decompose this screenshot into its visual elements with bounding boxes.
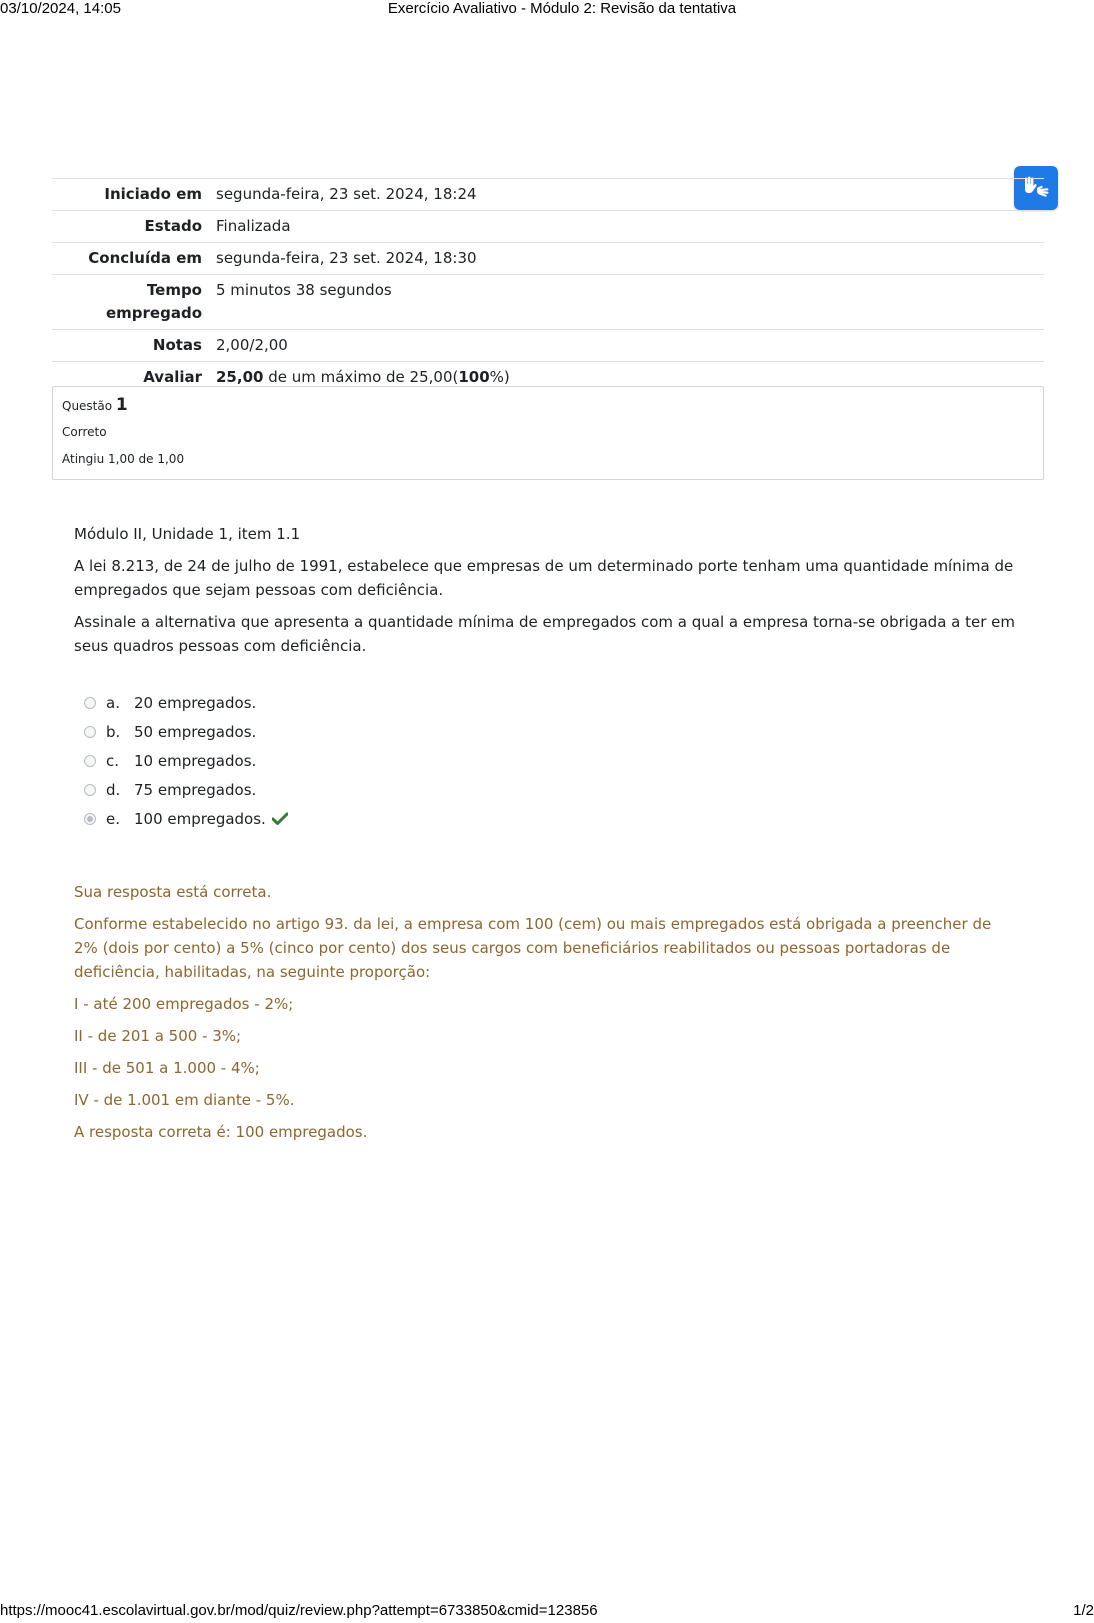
summary-label: Concluída em — [88, 249, 202, 267]
summary-value: 2,00/2,00 — [216, 336, 288, 354]
option-text: 20 empregados. — [134, 693, 257, 712]
feedback-line: II - de 201 a 500 - 3%; — [74, 1027, 242, 1045]
option-text: 75 empregados. — [134, 780, 257, 799]
question-info-box — [52, 386, 1044, 480]
summary-label: Avaliar — [143, 368, 202, 386]
summary-value: segunda-feira, 23 set. 2024, 18:24 — [216, 185, 477, 203]
grade-percent: 100 — [458, 368, 490, 386]
summary-label: Notas — [152, 336, 202, 354]
option-text: 10 empregados. — [134, 751, 257, 770]
option-letter: b. — [106, 722, 121, 741]
question-number-value: 1 — [115, 395, 128, 415]
attempt-summary-table — [52, 178, 1044, 393]
grade-mid: de um máximo de 25,00( — [263, 368, 459, 386]
option-letter: a. — [106, 693, 120, 712]
answer-option-selected[interactable] — [84, 804, 584, 833]
answer-option[interactable] — [84, 746, 584, 775]
grade-end: %) — [489, 368, 510, 386]
question-state: Correto — [62, 425, 107, 439]
summary-row-marks — [52, 330, 1044, 362]
feedback-line: Sua resposta está correta. — [74, 883, 272, 901]
correct-check-icon — [272, 812, 288, 825]
summary-row-state — [52, 211, 1044, 243]
summary-label: Estado — [144, 217, 202, 235]
summary-value: 5 minutos 38 segundos — [216, 281, 392, 299]
question-paragraph: A lei 8.213, de 24 de julho de 1991, estabelece que empresas de um determinado porte tenham uma quantidade mínima de empregados que sejam pessoas com deficiência. — [74, 557, 1014, 599]
option-text: 50 empregados. — [134, 722, 257, 741]
summary-value: segunda-feira, 23 set. 2024, 18:30 — [216, 249, 477, 267]
option-letter: c. — [106, 751, 120, 770]
answer-feedback — [74, 880, 1019, 1152]
feedback-line: A resposta correta é: 100 empregados. — [74, 1123, 368, 1141]
radio-button[interactable] — [84, 755, 96, 767]
print-header — [0, 0, 1094, 20]
summary-value: Finalizada — [216, 217, 291, 235]
print-datetime: 03/10/2024, 14:05 — [0, 0, 121, 17]
summary-label: Iniciado em — [104, 185, 202, 203]
question-mark: Atingiu 1,00 de 1,00 — [62, 452, 185, 466]
radio-button[interactable] — [84, 784, 96, 796]
question-number — [62, 395, 128, 415]
print-page-title: Exercício Avaliativo - Módulo 2: Revisão da tentativa — [387, 0, 737, 17]
grade-score: 25,00 — [216, 368, 264, 386]
option-text: 100 empregados. — [134, 809, 266, 828]
radio-button[interactable] — [84, 697, 96, 709]
summary-label — [52, 275, 210, 330]
feedback-line: Conforme estabelecido no artigo 93. da lei, a empresa com 100 (cem) ou mais empregados está obrigada a preencher de 2% (dois por cento) a 5% (cinco por cento) dos seus cargos com beneficiários reabilitados ou pessoas portadoras de deficiência, habilitadas, na seguinte proporção: — [74, 915, 992, 981]
print-url: https://mooc41.escolavirtual.gov.br/mod/quiz/review.php?attempt=6733850&cmid=123856 — [0, 1602, 598, 1619]
answer-option[interactable] — [84, 688, 584, 717]
question-text — [74, 522, 1019, 666]
answer-options — [84, 688, 584, 833]
feedback-line: I - até 200 empregados - 2%; — [74, 995, 294, 1013]
summary-label-line: Tempo — [146, 281, 202, 299]
answer-option[interactable] — [84, 775, 584, 804]
question-paragraph: Assinale a alternativa que apresenta a quantidade mínima de empregados com a qual a empresa torna-se obrigada a ter em seus quadros pessoas com deficiência. — [74, 613, 1016, 655]
print-footer — [0, 1602, 1094, 1622]
option-letter: d. — [106, 780, 121, 799]
feedback-line: IV - de 1.001 em diante - 5%. — [74, 1091, 295, 1109]
answer-option[interactable] — [84, 717, 584, 746]
summary-row-time-taken — [52, 275, 1044, 330]
radio-button[interactable] — [84, 726, 96, 738]
option-letter: e. — [106, 809, 120, 828]
question-label: Questão — [62, 399, 116, 413]
radio-button-selected[interactable] — [84, 813, 96, 825]
summary-row-started — [52, 179, 1044, 211]
summary-label-line: empregado — [105, 304, 202, 322]
print-page-number: 1/2 — [1073, 1602, 1094, 1619]
question-reference: Módulo II, Unidade 1, item 1.1 — [74, 525, 301, 543]
feedback-line: III - de 501 a 1.000 - 4%; — [74, 1059, 260, 1077]
summary-row-completed — [52, 243, 1044, 275]
